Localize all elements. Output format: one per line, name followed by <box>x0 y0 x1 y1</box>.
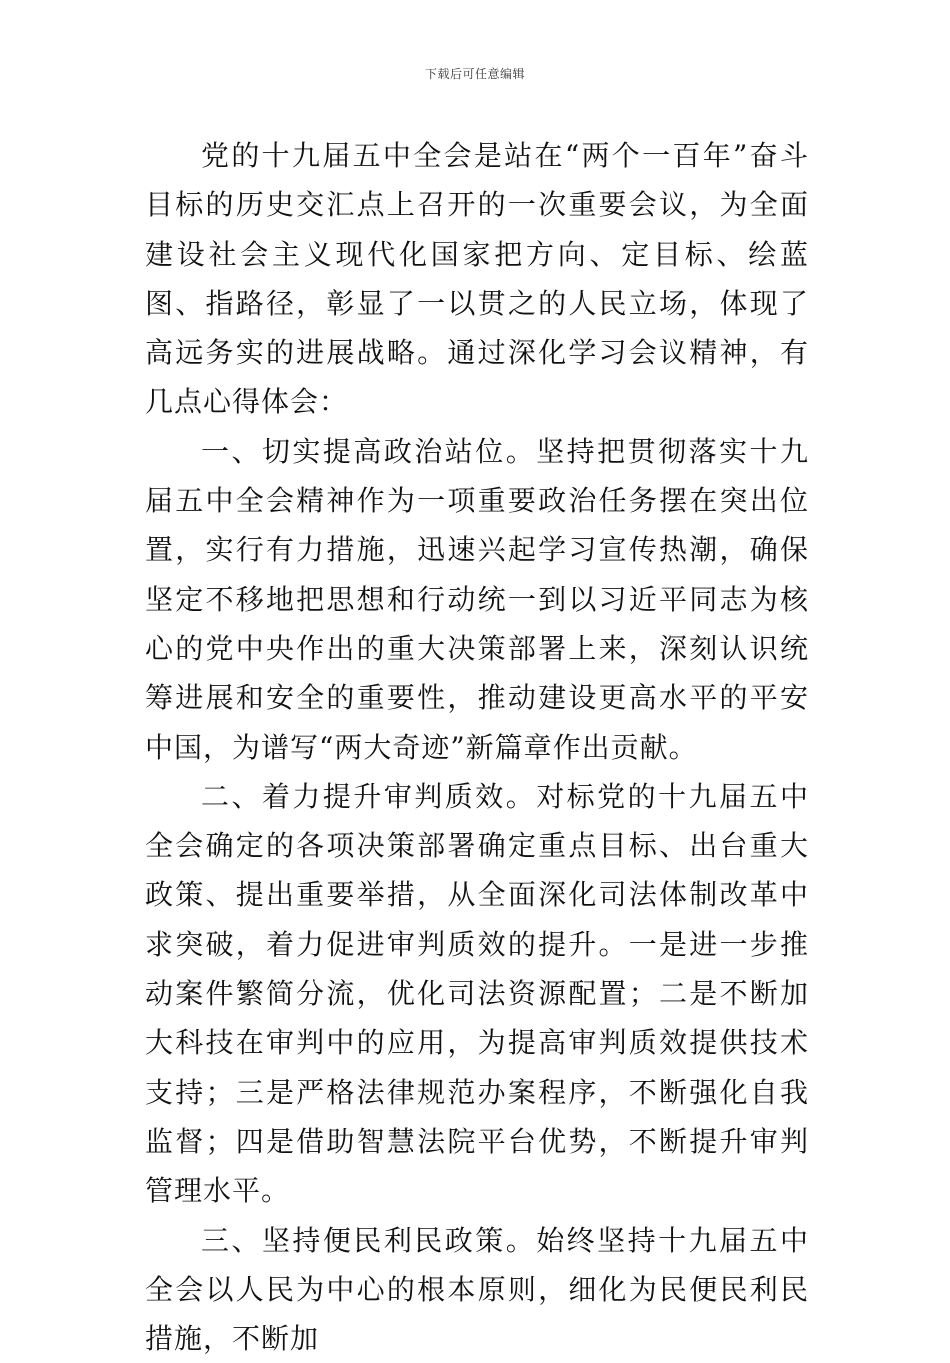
paragraph-point-2: 二、着力提升审判质效。对标党的十九届五中全会确定的各项决策部署确定重点目标、出台重大政策、提出重要举措，从全面深化司法体制改革中求突破，着力促进审判质效的提升。一是进一步推动案件繁简分流，优化司法资源配置；二是不断加大科技在审判中的应用，为提高审判质效提供技术支持；三是严格法律规范办案程序，不断强化自我监督；四是借助智慧法院平台优势，不断提升审判管理水平。 <box>145 779 809 1208</box>
document-body <box>145 131 809 1363</box>
paragraph-point-1: 一、切实提高政治站位。坚持把贯彻落实十九届五中全会精神作为一项重要政治任务摆在突出位置，实行有力措施，迅速兴起学习宣传热潮，确保坚定不移地把思想和行动统一到以习近平同志为核心的党中央作出的重大决策部署上来，深刻认识统筹进展和安全的重要性，推动建设更高水平的平安中国，为谱写“两大奇迹”新篇章作出贡献。 <box>145 434 809 764</box>
paragraph-point-3: 三、坚持便民利民政策。始终坚持十九届五中全会以人民为中心的根本原则，细化为民便民利民措施，不断加 <box>145 1223 809 1356</box>
paragraph-intro: 党的十九届五中全会是站在“两个一百年”奋斗目标的历史交汇点上召开的一次重要会议，为全面建设社会主义现代化国家把方向、定目标、绘蓝图、指路径，彰显了一以贯之的人民立场，体现了高远务实的进展战略。通过深化学习会议精神，有几点心得体会： <box>145 139 809 419</box>
page-header: 下载后可任意编辑 <box>424 67 525 81</box>
